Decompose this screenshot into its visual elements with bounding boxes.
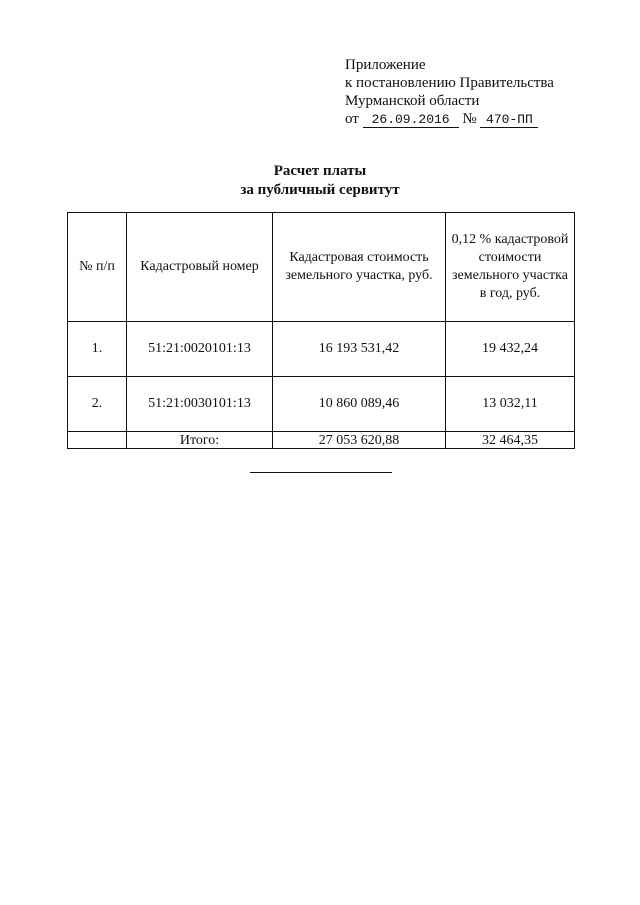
table-total-row xyxy=(68,432,575,449)
table-row xyxy=(68,377,575,432)
resolution-date: 26.09.2016 xyxy=(363,113,459,128)
header-cadastral-number: Кадастровый номер xyxy=(127,213,273,322)
total-fee: 32 464,35 xyxy=(446,432,575,449)
row-cadastral-value: 10 860 089,46 xyxy=(273,377,446,432)
fee-table xyxy=(67,212,575,449)
header-num: № п/п xyxy=(68,213,127,322)
document-title xyxy=(0,162,640,200)
header-fee: 0,12 % кадастровой стоимости земельного участка в год, руб. xyxy=(446,213,575,322)
number-prefix: № xyxy=(462,111,477,127)
date-prefix: от xyxy=(345,111,359,127)
row-cadastral-value: 16 193 531,42 xyxy=(273,322,446,377)
resolution-number: 470-ПП xyxy=(480,113,538,128)
row-num: 1. xyxy=(68,322,127,377)
table-header-row xyxy=(68,213,575,322)
row-num: 2. xyxy=(68,377,127,432)
row-fee: 13 032,11 xyxy=(446,377,575,432)
total-cadastral-value: 27 053 620,88 xyxy=(273,432,446,449)
appendix-block xyxy=(345,56,554,128)
title-line-2: за публичный сервитут xyxy=(240,182,400,198)
appendix-resolution: к постановлению Правительства xyxy=(345,75,554,91)
end-divider xyxy=(250,472,392,473)
appendix-region: Мурманской области xyxy=(345,93,480,109)
appendix-date-number xyxy=(345,110,554,128)
table-row xyxy=(68,322,575,377)
header-cadastral-value: Кадастровая стоимость земельного участка, руб. xyxy=(273,213,446,322)
row-cadastral-number: 51:21:0020101:13 xyxy=(127,322,273,377)
row-fee: 19 432,24 xyxy=(446,322,575,377)
total-empty-cell xyxy=(68,432,127,449)
appendix-label: Приложение xyxy=(345,57,426,73)
title-line-1: Расчет платы xyxy=(273,163,367,179)
row-cadastral-number: 51:21:0030101:13 xyxy=(127,377,273,432)
total-label: Итого: xyxy=(127,432,273,449)
